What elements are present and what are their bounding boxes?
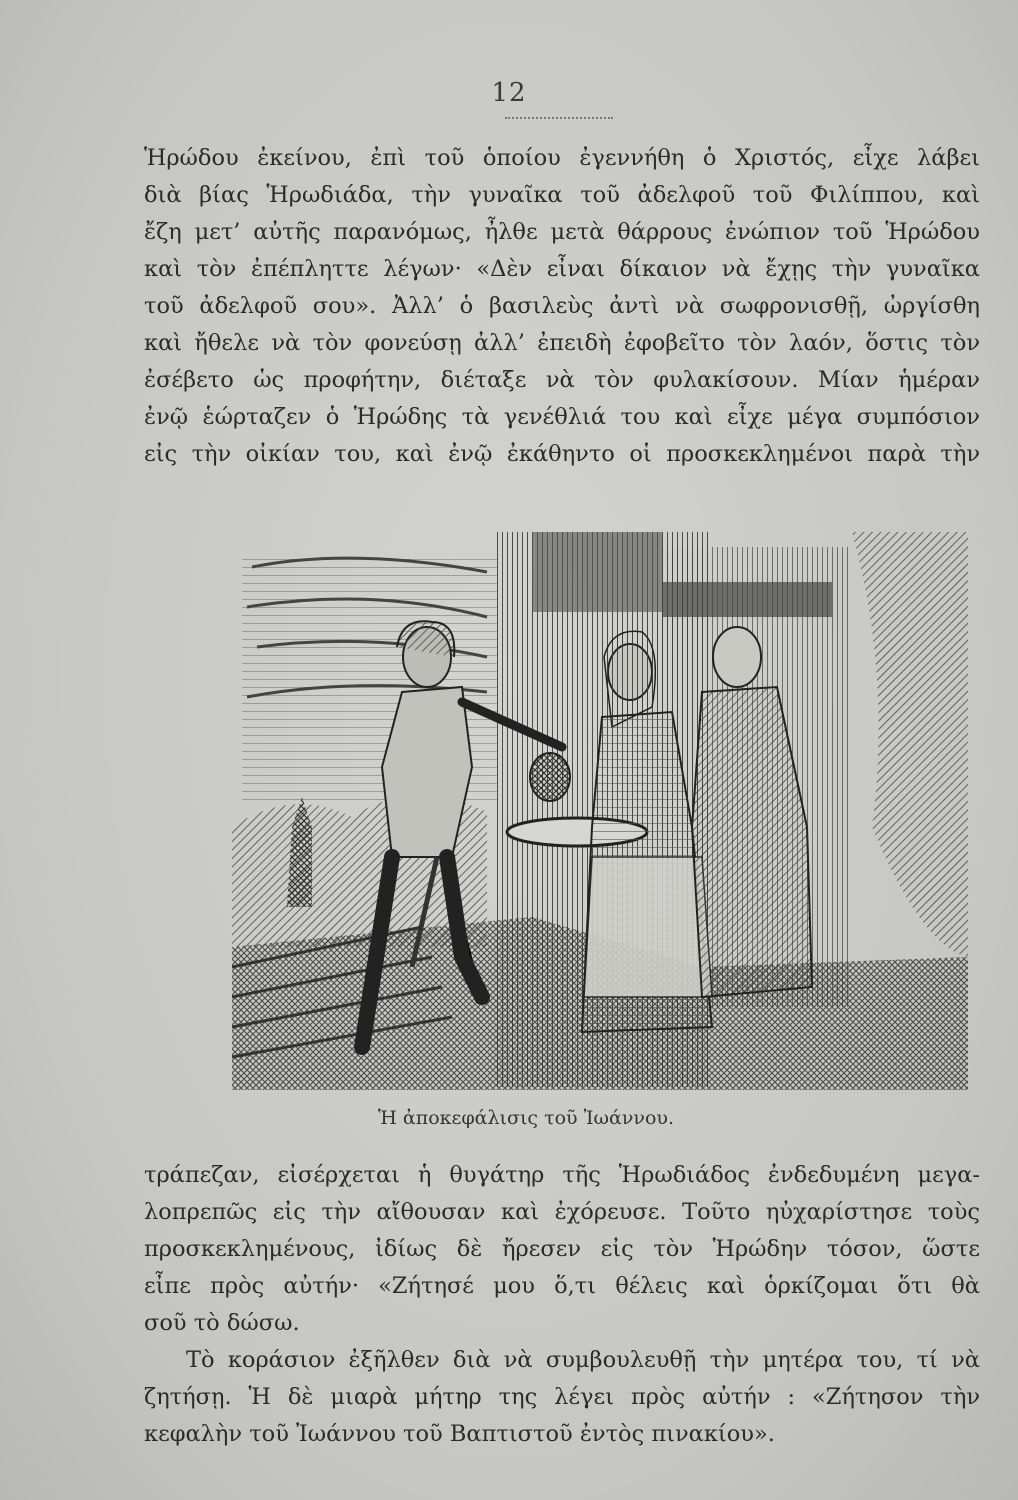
- text-line: Τὸ κοράσιον ἐξῆλθεν διὰ νὰ συμβουλευθῇ τὴν μητέρα του, τί νὰ: [186, 1347, 980, 1373]
- text-line: τράπεζαν, εἰσέρχεται ἡ θυγάτηρ τῆς Ἡρωδιάδος ἐνδεδυμένη μεγα-: [144, 1162, 980, 1188]
- text-line: ἔζη μετ’ αὐτῆς παρανόμως, ἦλθε μετὰ θάρρους ἐνώπιον τοῦ Ἡρώδου: [144, 219, 980, 245]
- text-line: σοῦ τὸ δώσω.: [144, 1310, 300, 1336]
- text-line: ἐσέβετο ὡς προφήτην, διέταξε νὰ τὸν φυλακίσουν. Μίαν ἡμέραν: [144, 367, 980, 393]
- text-line: καὶ τὸν ἐπέπληττε λέγων· «Δὲν εἶναι δίκαιον νὰ ἔχῃς τὴν γυναῖκα: [144, 256, 980, 282]
- text-line: καὶ ἤθελε νὰ τὸν φονεύσῃ ἀλλ’ ἐπειδὴ ἐφοβεῖτο τὸν λαόν, ὅστις τὸν: [144, 330, 980, 356]
- page-number: 12: [491, 78, 527, 108]
- engraving-beheading-of-john: [232, 527, 968, 1090]
- text-line: Ἡρώδου ἐκείνου, ἐπὶ τοῦ ὁποίου ἐγεννήθη ὁ Χριστός, εἶχε λάβει: [144, 145, 980, 171]
- illustration-caption: Ἡ ἀποκεφάλισις τοῦ Ἰωάννου.: [378, 1107, 674, 1129]
- paragraph-bottom: [144, 1157, 980, 1453]
- paragraph-top: [144, 140, 980, 473]
- text-line: προσκεκλημένους, ἰδίως δὲ ἤρεσεν εἰς τὸν Ἡρώδην τόσον, ὥστε: [144, 1236, 980, 1262]
- text-line: λοπρεπῶς εἰς τὴν αἴθουσαν καὶ ἐχόρευσε. Τοῦτο ηὐχαρίστησε τοὺς: [144, 1199, 980, 1225]
- text-line: εἶπε πρὸς αὐτήν· «Ζήτησέ μου ὅ,τι θέλεις καὶ ὁρκίζομαι ὅτι θὰ: [144, 1273, 980, 1299]
- text-line: εἰς τὴν οἰκίαν του, καὶ ἐνῷ ἐκάθηντο οἱ προσκεκλημένοι παρὰ τὴν: [144, 441, 980, 467]
- text-line: κεφαλὴν τοῦ Ἰωάννου τοῦ Βαπτιστοῦ ἐντὸς πινακίου».: [144, 1421, 775, 1447]
- page-number-rule: [505, 117, 613, 119]
- text-line: διὰ βίας Ἡρωδιάδα, τὴν γυναῖκα τοῦ ἀδελφοῦ τοῦ Φιλίππου, καὶ: [144, 182, 980, 208]
- text-line: ζητήσῃ. Ἡ δὲ μιαρὰ μήτηρ της λέγει πρὸς αὐτήν : «Ζήτησον τὴν: [144, 1384, 980, 1410]
- text-line: τοῦ ἀδελφοῦ σου». Ἀλλ’ ὁ βασιλεὺς ἀντὶ νὰ σωφρονισθῇ, ὠργίσθη: [144, 293, 980, 319]
- text-line: ἐνῷ ἑώρταζεν ὁ Ἡρώδης τὰ γενέθλιά του καὶ εἶχε μέγα συμπόσιον: [144, 404, 980, 430]
